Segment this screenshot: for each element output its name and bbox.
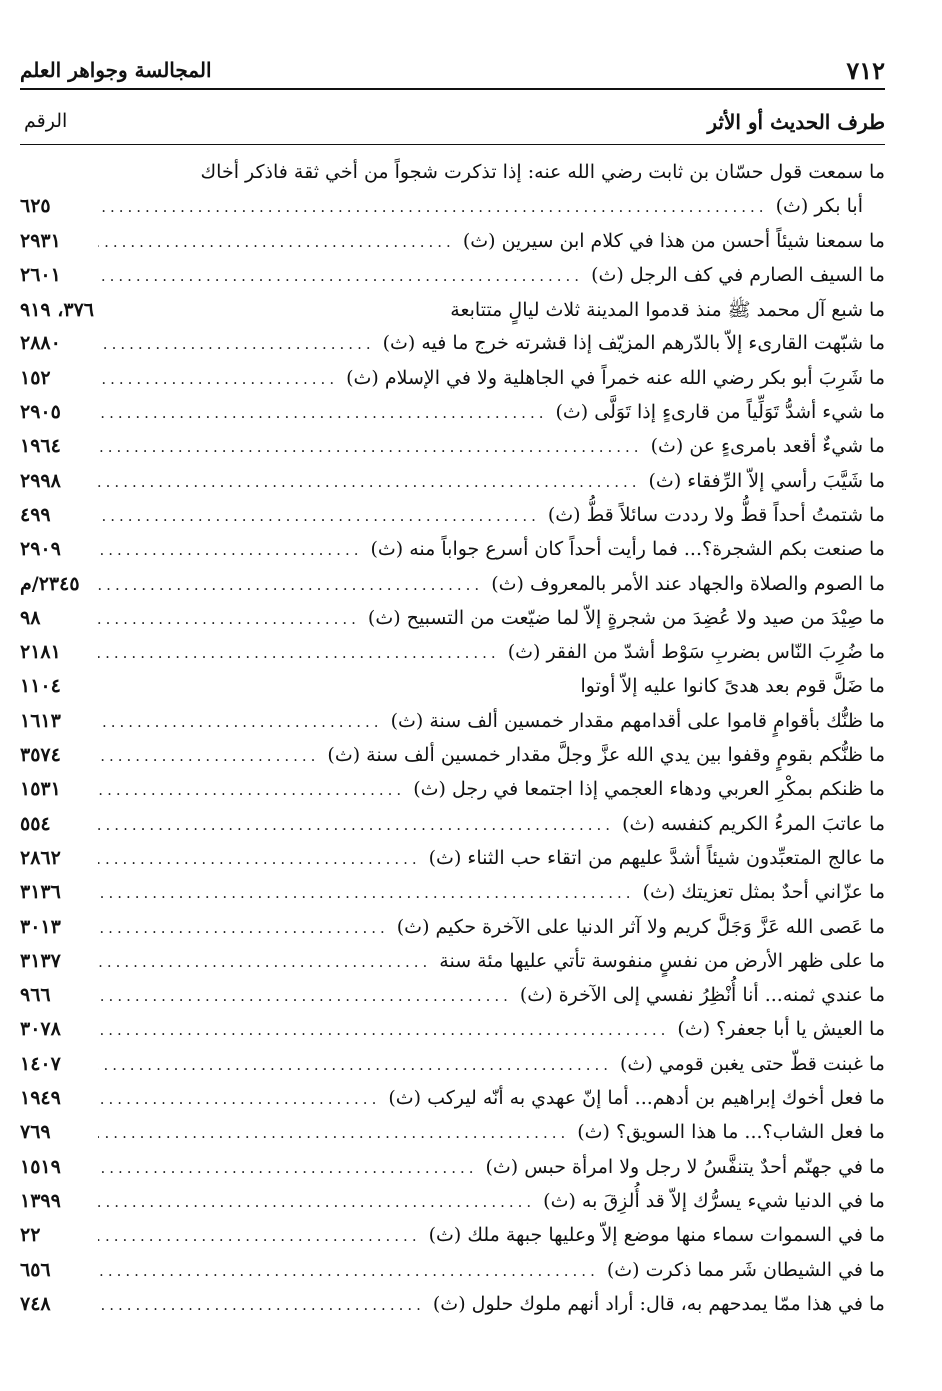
- entry-number: ٧٦٩: [20, 1121, 51, 1144]
- entry-text: ما عزّاني أحدٌ بمثل تعزيتك (ث): [642, 881, 885, 904]
- entry-text: ما فعل الشاب؟... ما هذا السويق؟ (ث): [577, 1121, 885, 1144]
- index-entries: [20, 161, 885, 1327]
- entry-number: ٩٦٦: [20, 984, 51, 1007]
- entry-text: ما شتمتُ أحداً قطُّ ولا رددت سائلاً قطُّ (ث): [547, 503, 885, 526]
- entry-number: ١٦١٣: [20, 709, 61, 732]
- index-entry: [20, 1190, 885, 1224]
- entry-number: ١٥١٩: [20, 1155, 61, 1178]
- column-headers: [20, 106, 885, 145]
- entry-number: ٩٨: [20, 606, 41, 629]
- index-entry: [20, 573, 885, 607]
- leader-dots: [98, 919, 389, 937]
- leader-dots: [98, 576, 483, 594]
- entry-number: ٣٠٧٨: [20, 1018, 61, 1041]
- entry-text: ما ظنكم بمكْرِ العربي ودهاء العجمي إذا اجتمعا في رجل (ث): [413, 778, 885, 801]
- leader-dots: [98, 1124, 569, 1142]
- entry-text: ما شبع آل محمد ﷺ منذ قدموا المدينة ثلاث ليالٍ متتابعة: [450, 299, 885, 322]
- entry-text: ما عاتبَ المرءُ الكريم كنفسه (ث): [622, 812, 885, 835]
- leader-dots: [98, 884, 635, 902]
- entry-number: ٢٩٩٨: [20, 469, 61, 492]
- index-entry: [20, 675, 885, 709]
- entry-text: ما ظنُّكم بقومٍ وقفوا بين يدي الله عزَّ وجلَّ مقدار خمسين ألف سنة (ث): [327, 744, 885, 767]
- entry-text: ما في الشيطان شَر مما ذكرت (ث): [606, 1258, 885, 1281]
- leader-dots: [98, 747, 319, 765]
- leader-dots: [98, 1227, 421, 1245]
- index-entry: [20, 435, 885, 469]
- index-page: [20, 52, 885, 1327]
- index-entry: [20, 641, 885, 675]
- leader-dots: [98, 1193, 535, 1211]
- leader-dots: [98, 198, 768, 216]
- entry-text: ما شَرِبَ أبو بكر رضي الله عنه خمراً في الجاهلية ولا في الإسلام (ث): [346, 366, 885, 389]
- entry-number: ١٥٣١: [20, 778, 61, 801]
- entry-text: ما ظنُّك بأقوامٍ قاموا على أقدامهم مقدار خمسين ألف سنة (ث): [390, 709, 885, 732]
- entry-text: ما في جهنّم أحدٌ يتنفَّسُ لا رجل ولا امرأة حبس (ث): [485, 1155, 885, 1178]
- entry-number: ١٣٩٩: [20, 1189, 61, 1212]
- entry-number: ٦٢٥: [20, 195, 51, 218]
- index-entry: [20, 332, 885, 366]
- entry-number: ٤٩٩: [20, 503, 51, 526]
- index-entry: [20, 504, 885, 538]
- entry-number: ٢٣٤٥/م: [20, 572, 80, 595]
- index-entry: [20, 881, 885, 915]
- leader-dots: [98, 850, 421, 868]
- leader-dots: [98, 1056, 612, 1074]
- entry-text: ما عَصى الله عَزَّ وَجَلَّ كريم ولا آثر الدنيا على الآخرة حكيم (ث): [396, 915, 885, 938]
- entry-number: ٣١٣٦: [20, 881, 61, 904]
- index-entry: [20, 607, 885, 641]
- entry-text: ما ضَلَّ قوم بعد هدىً كانوا عليه إلاّ أوتوا: [580, 675, 885, 698]
- column-header-number: الرقم: [24, 110, 68, 132]
- entry-text: ما على ظهر الأرض من نفسٍ منفوسة تأتي عليها مئة سنة: [439, 949, 885, 972]
- entry-number: ١١٠٤: [20, 675, 61, 698]
- entry-text: ما صنعت بكم الشجرة؟... فما رأيت أحداً كان أسرع جواباً منه (ث): [370, 538, 885, 561]
- leader-dots: [98, 507, 540, 525]
- entry-number: ٣٧٦، ٩١٩: [20, 299, 94, 322]
- index-entry: [20, 1053, 885, 1087]
- index-entry: [20, 813, 885, 847]
- entry-number: ٢١٨١: [20, 641, 61, 664]
- leader-dots: [98, 987, 512, 1005]
- index-entry: [20, 1018, 885, 1052]
- entry-text: ما عالج المتعبِّدون شيئاً أشدَّ عليهم من اتقاء حب الثناء (ث): [428, 846, 885, 869]
- leader-dots: [98, 1262, 599, 1280]
- index-entry: [20, 298, 885, 332]
- entry-text: ما شبّهت القارىء إلاّ بالدّرهم المزيّف إذا قشرته خرج ما فيه (ث): [382, 332, 885, 355]
- index-entry: [20, 401, 885, 435]
- entry-text: ما فعل أخوك إبراهيم بن أدهم... أما إنّ عهدي به أنّه ليركب (ث): [388, 1087, 885, 1110]
- book-title: المجالسة وجواهر العلم: [20, 58, 212, 82]
- index-entry: [20, 367, 885, 401]
- leader-dots: [98, 781, 405, 799]
- entry-text: ما الصوم والصلاة والجهاد عند الأمر بالمعروف (ث): [491, 572, 885, 595]
- entry-text: ما العيش يا أبا جعفر؟ (ث): [677, 1018, 885, 1041]
- index-entry: [20, 195, 885, 229]
- leader-dots: [98, 370, 338, 388]
- leader-dots: [98, 816, 614, 834]
- leader-dots: [98, 541, 362, 559]
- index-entry: [20, 1156, 885, 1190]
- index-entry: [20, 538, 885, 572]
- index-entry: [20, 916, 885, 950]
- leader-dots: [98, 610, 360, 628]
- index-entry: [20, 950, 885, 984]
- leader-dots: [98, 267, 583, 285]
- entry-text: ما في السموات سماء منها موضع إلاّ وعليها جبهة ملك (ث): [428, 1224, 885, 1247]
- entry-number: ١٤٠٧: [20, 1052, 61, 1075]
- leader-dots: [98, 1296, 425, 1314]
- index-entry: [20, 230, 885, 264]
- index-entry: [20, 778, 885, 812]
- leader-dots: [98, 473, 641, 491]
- entry-text: أبا بكر (ث): [775, 195, 863, 218]
- entry-text: ما غبنت قطّ حتى يغبن قومي (ث): [620, 1052, 885, 1075]
- entry-text: ما عندي ثمنه... أنا أُنْظِرُ نفسي إلى الآخرة (ث): [519, 984, 885, 1007]
- index-entry: [20, 470, 885, 504]
- entry-text: ما شَيَّبَ رأسي إلاّ الرِّفقاء (ث): [648, 469, 885, 492]
- index-entry: [20, 1259, 885, 1293]
- entry-number: ٢٨٨٠: [20, 332, 61, 355]
- leader-dots: [98, 953, 431, 971]
- entry-text: ما سمعنا شيئاً أحسن من هذا في كلام ابن سيرين (ث): [462, 229, 885, 252]
- entry-number: ١٩٤٩: [20, 1087, 61, 1110]
- index-entry: [20, 1087, 885, 1121]
- entry-number: ٥٥٤: [20, 812, 51, 835]
- entry-number: ٣٠١٣: [20, 915, 61, 938]
- entry-text: ما في الدنيا شيء يسرُّك إلاّ قد أُلزِقَ به (ث): [543, 1189, 885, 1212]
- index-entry: [20, 161, 885, 195]
- entry-number: ٣١٣٧: [20, 949, 61, 972]
- leader-dots: [98, 438, 643, 456]
- index-entry: [20, 1121, 885, 1155]
- entry-text: ما ضُرِبَ النّاس بضربِ سَوْط أشدّ من الفقر (ث): [507, 641, 885, 664]
- entry-number: ١٥٢: [20, 366, 51, 389]
- index-entry: [20, 847, 885, 881]
- entry-text: ما صِيْدَ من صيد ولا عُضِدَ من شجرةٍ إلاّ لما ضيّعت من التسبيح (ث): [367, 606, 885, 629]
- leader-dots: [98, 1021, 669, 1039]
- leader-dots: [98, 1090, 380, 1108]
- page-number: ٧١٢: [846, 56, 885, 85]
- entry-number: ٧٤٨: [20, 1292, 51, 1315]
- entry-number: ١٩٦٤: [20, 435, 61, 458]
- entry-number: ٢٨٦٢: [20, 846, 61, 869]
- index-entry: [20, 984, 885, 1018]
- leader-dots: [98, 233, 455, 251]
- entry-text: ما سمعت قول حسّان بن ثابت رضي الله عنه: إذا تذكرت شجواً من أخي ثقة فاذكر أخاك: [200, 161, 885, 183]
- entry-text: ما السيف الصارم في كف الرجل (ث): [591, 263, 885, 286]
- running-head: [20, 52, 885, 90]
- index-entry: [20, 1293, 885, 1327]
- entry-number: ٢٩٠٩: [20, 538, 61, 561]
- index-entry: [20, 744, 885, 778]
- index-entry: [20, 1224, 885, 1258]
- index-entry: [20, 710, 885, 744]
- entry-number: ٢٢: [20, 1224, 41, 1247]
- leader-dots: [98, 335, 375, 353]
- entry-number: ٢٦٠١: [20, 263, 61, 286]
- leader-dots: [98, 1159, 478, 1177]
- entry-number: ٣٥٧٤: [20, 744, 61, 767]
- leader-dots: [98, 713, 383, 731]
- entry-number: ٢٩٠٥: [20, 401, 61, 424]
- entry-text: ما شيءٌ أقعد بامرىءٍ عن (ث): [650, 435, 885, 458]
- entry-number: ٦٥٦: [20, 1258, 51, 1281]
- leader-dots: [98, 644, 500, 662]
- index-entry: [20, 264, 885, 298]
- leader-dots: [98, 404, 547, 422]
- entry-number: ٢٩٣١: [20, 229, 61, 252]
- entry-text: ما شيء أشدُّ تَوَلِّياً من قارىءٍ إذا تَوَلَّى (ث): [555, 401, 885, 424]
- entry-text: ما في هذا ممّا يمدحهم به، قال: أراد أنهم ملوك حلول (ث): [432, 1292, 885, 1315]
- column-header-hadith: طرف الحديث أو الأثر: [707, 110, 885, 134]
